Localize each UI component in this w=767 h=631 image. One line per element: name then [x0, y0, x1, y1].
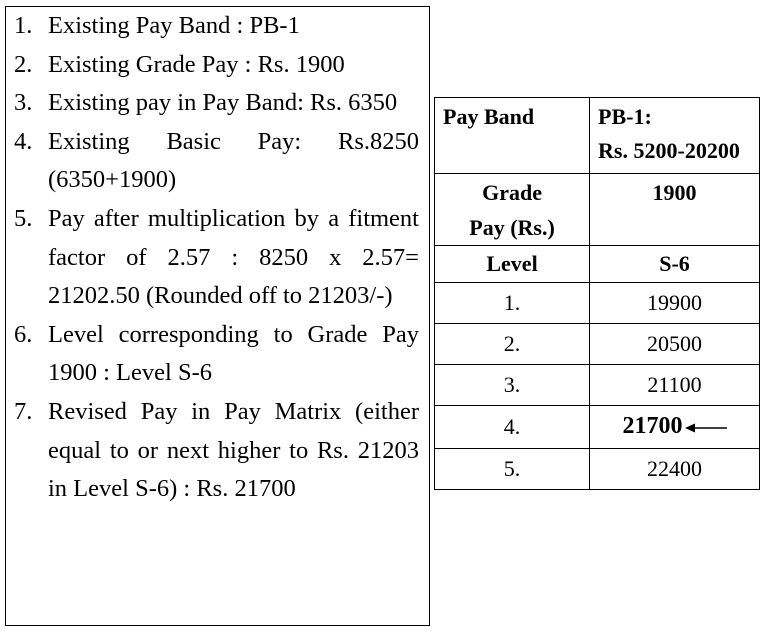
row-amount: 19900: [590, 283, 760, 324]
table-row: [435, 449, 760, 490]
step-item: [6, 200, 429, 316]
step-item: [6, 123, 429, 200]
step-number: 6.: [14, 320, 33, 348]
row-index: 3.: [435, 365, 590, 406]
step-text: Revised Pay in Pay Matrix (either equal to or next higher to Rs. 21203 in Level S-6) : Rs. 21700: [48, 397, 419, 503]
grade-pay-value: 1900: [590, 174, 760, 246]
pay-band-value-line2: Rs. 5200-20200: [598, 138, 740, 163]
step-text: Pay after multiplication by a fitment factor of 2.57 : 8250 x 2.57= 21202.50 (Rounded off to 21203/-): [48, 204, 419, 310]
step-item: [6, 316, 429, 393]
row-amount-cell: [590, 406, 760, 449]
step-item: [6, 7, 429, 46]
step-item: [6, 46, 429, 85]
grade-pay-row: [435, 174, 760, 246]
step-text: Existing Grade Pay : Rs. 1900: [48, 50, 345, 78]
step-number: 7.: [14, 397, 33, 425]
steps-list: [6, 7, 429, 509]
table-row-highlighted: [435, 406, 760, 449]
level-value: S-6: [590, 246, 760, 283]
step-number: 4.: [14, 127, 33, 155]
step-item: [6, 393, 429, 509]
row-index: 4.: [435, 406, 590, 449]
row-amount-highlighted: 21700: [622, 413, 683, 440]
step-text: Existing Pay Band : PB-1: [48, 12, 300, 39]
step-number: 3.: [14, 89, 33, 117]
row-index: 5.: [435, 449, 590, 490]
grade-pay-label-line1: Grade: [482, 180, 542, 205]
row-index: 1.: [435, 283, 590, 324]
step-number: 1.: [14, 12, 33, 39]
table-row: [435, 324, 760, 365]
pay-matrix-table: [434, 97, 760, 490]
pay-band-value: [590, 98, 760, 174]
row-index: 2.: [435, 324, 590, 365]
step-text: Existing pay in Pay Band: Rs. 6350: [48, 89, 398, 117]
calculation-steps-box: [5, 6, 430, 626]
level-row: [435, 246, 760, 283]
grade-pay-label-line2: Pay (Rs.): [469, 215, 555, 240]
pay-band-label: Pay Band: [435, 98, 590, 174]
grade-pay-label: [435, 174, 590, 246]
step-item: [6, 84, 429, 123]
step-text: Level corresponding to Grade Pay 1900 : Level S-6: [48, 320, 419, 387]
level-label: Level: [435, 246, 590, 283]
step-text: Existing Basic Pay: Rs.8250 (6350+1900): [48, 127, 419, 194]
table-row: [435, 365, 760, 406]
step-number: 5.: [14, 204, 33, 232]
row-amount: 22400: [590, 449, 760, 490]
left-arrow-icon: [685, 408, 727, 448]
table-row: [435, 283, 760, 324]
pay-band-value-line1: PB-1:: [598, 104, 652, 129]
pay-band-row: [435, 98, 760, 174]
step-number: 2.: [14, 50, 33, 78]
row-amount: 21100: [590, 365, 760, 406]
row-amount: 20500: [590, 324, 760, 365]
